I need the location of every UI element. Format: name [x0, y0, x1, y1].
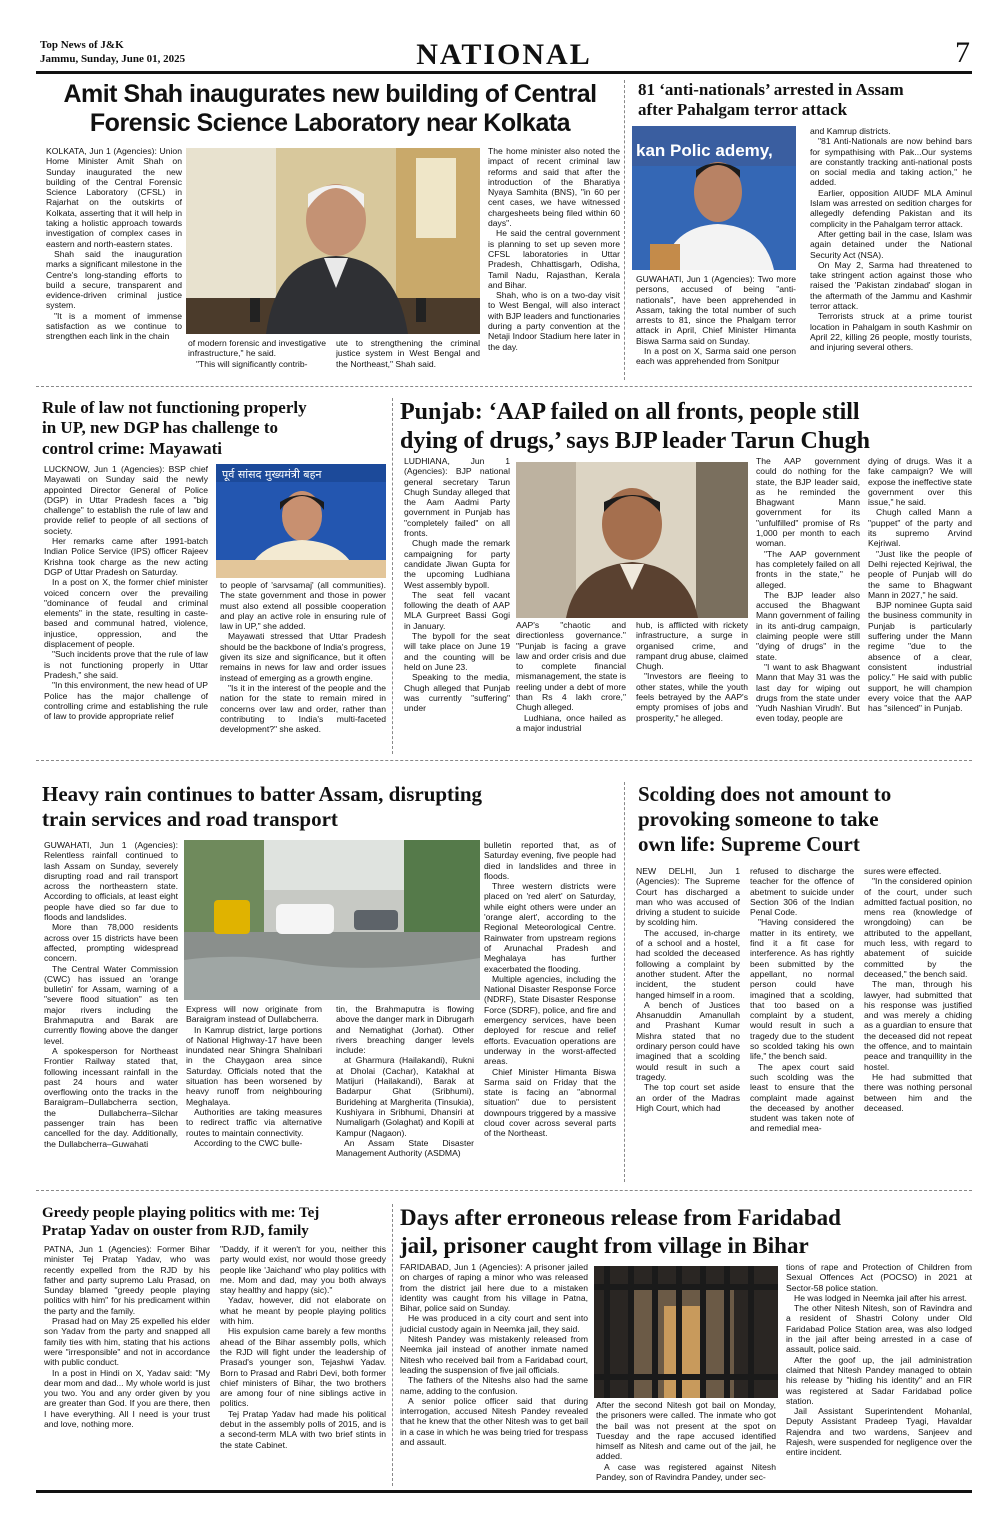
column-divider: [392, 398, 393, 754]
paragraph: "Such incidents prove that the rule of law is not functioning properly in Uttar Pradesh," she said.: [44, 649, 208, 680]
article-assam-arrests: [632, 80, 972, 380]
paragraph: dying of drugs. Was it a fake campaign? We will expose the ineffective state government over this issue," he said.: [868, 456, 972, 508]
body-col-2: [188, 338, 326, 374]
paragraph: The apex court said such scolding was the least to ensure that the complaint made against the deceased by another student was taken note of and remedial mea-: [750, 1061, 854, 1134]
paragraph: According to the CWC bulle-: [194, 1137, 303, 1148]
paragraph: GUWAHATI, Jun 1 (Agencies): Two more persons, accused of being "anti-nationals", have been apprehended in Assam, taking the total number of such arrests to 81, since the Phalgam terror attack in April, Chief Minister Himanta Biswa Sarma said on Sunday.: [636, 274, 796, 346]
paragraph: The BJP leader also accused the Bhagwant Mann government of failing in its anti-drug campaign, claiming people were still "dying of drugs" in the state.: [756, 589, 860, 662]
paragraph: tin, the Brahmaputra is flowing above the danger mark in Dibrugarh and Nematighat (Jorhat). Other rivers breaching danger levels include:: [336, 1004, 474, 1056]
body-col-1: [400, 1262, 588, 1486]
paragraph: An Assam State Disaster Management Authority (ASDMA): [336, 1137, 474, 1159]
headline[interactable]: [40, 80, 620, 139]
article-assam-rain: [40, 782, 616, 1184]
body-col-1: [44, 464, 208, 754]
banner-text: kan Polic ademy,: [636, 141, 773, 160]
headline-line-1: Greedy people playing politics with me: Tej: [42, 1205, 320, 1221]
paragraph: "I want to ask Bhagwant Mann that May 31 was the last day for wiping out drugs from the state under 'Yudh Nashian Virudh'. But even today, people are: [756, 661, 860, 724]
body-col-3: [864, 866, 972, 1184]
paragraph: "Investors are fleeing to other states, while the youth feels betrayed by the AAP's empty promises of jobs and prosperity," he alleged.: [636, 671, 748, 723]
paragraph: Shah said the inauguration marks a significant milestone in the Centre's long-standing efforts to build a secure, transparent and evidence-driven criminal justice system.: [46, 248, 182, 311]
body-col-2: [186, 1004, 322, 1184]
paragraph: The fathers of the Niteshs also had the same name, adding to the confusion.: [400, 1375, 588, 1396]
paragraph: Earlier, opposition AIUDF MLA Aminul Islam was arrested on sedition charges for allegedly defending Pakistan and its complicity in the Pahalgam terror attack.: [810, 187, 972, 229]
paragraph: Chief Minister Himanta Biswa Sarma said on Friday that the state is facing an "abnormal situation" due to persistent downpours triggered by a massive cloud cover across several parts of the Northeast.: [484, 1066, 616, 1139]
article-amit-shah: [40, 80, 620, 380]
photo-himanta-sarma: [632, 126, 796, 270]
paragraph: In a post in Hindi on X, Yadav said: "My dear mom and dad... My whole world is just you two. You and any order given by you are greater than God. If you are there, then I have everything. All I need is your trust and love, nothing more.: [44, 1367, 210, 1430]
paragraph: Chugh made the remark campaigning for party candidate Jiwan Gupta for the upcoming Ludhiana West assembly bypoll.: [404, 538, 510, 590]
headline-line-3: own life: Supreme Court: [638, 832, 860, 857]
paragraph: In a post on X, the former chief minister voiced concern over the prevailing "dominance of feudal and criminal elements" in the state, resulting in caste-based and communal hatred, violence, injustice, oppression, and the displacement of people.: [44, 577, 208, 650]
paragraph: Tej Pratap Yadav had made his political debut in the assembly polls of 2015, and is a second-term MLA with two brief stints in the state Cabinet.: [220, 1408, 386, 1450]
paragraph: sures were effected.: [864, 866, 942, 876]
body-col-1: [46, 146, 182, 372]
headline[interactable]: [638, 782, 972, 858]
banner-text: पूर्व सांसद मुख्यमंत्री बहन: [222, 468, 322, 481]
paragraph: After the goof up, the jail administration claimed that Nitesh Pandey managed to obtain his release by "hiding his identity" and an FIR was registered at Sadar Faridabad police station.: [786, 1354, 972, 1406]
body-col-2: [220, 580, 386, 754]
paragraph: "Having considered the matter in its entirety, we find it a fit case for interference. As has rightly been submitted by the appellant, no normal person could have imagined that a scolding, that too based on a complaint by a student, would result in such a tragedy due to the student so scolded taking his own life," the bench said.: [750, 917, 854, 1062]
paragraph: "Just like the people of Delhi rejected Kejriwal, the people of Punjab will do the same to Bhagwant Mann in 2027," he said.: [868, 548, 972, 600]
date-line: Jammu, Sunday, June 01, 2025: [40, 53, 186, 65]
headline-line-2: dying of drugs,’ says BJP leader Tarun Chugh: [400, 427, 870, 454]
body-col-3: [786, 1262, 972, 1486]
paragraph: "In the considered opinion of the court, under such admitted factual position, no mens rea (knowledge of wrongdoing) can be attributed to the appellant, much less, with regard to abatement of suicide committed by the deceased," the bench said.: [864, 876, 972, 979]
photo-mayawati-image: [216, 464, 386, 578]
paragraph: After the second Nitesh got bail on Monday, the prisoners were called. The inmate who got the bail was not present at the spot on Tuesday and the rape accused identified himself as Nitesh and came out of the jail, he added.: [596, 1400, 776, 1462]
paragraph: The AAP government could do nothing for the state, the BJP leader said, as he reminded the Bhagwant Mann government for its "unfulfilled" promise of Rs 1,000 per month to each woman.: [756, 456, 860, 549]
headline-line-2: Pratap Yadav on ouster from RJD, family: [42, 1223, 309, 1239]
headline-line-2: jail, prisoner caught from village in Bihar: [400, 1232, 809, 1258]
body-col-5: [868, 456, 972, 754]
headline[interactable]: [400, 398, 972, 456]
paragraph: Authorities are taking measures to redirect traffic via alternative routes to maintain connectivity.: [186, 1106, 322, 1138]
column-divider: [624, 782, 625, 1182]
body-col-2: [596, 1400, 776, 1486]
paragraph: FARIDABAD, Jun 1 (Agencies): A prisoner jailed on charges of raping a minor who was released from the district jail here due to a mistaken identity was caught from his village in Patna, Bihar, police said on Sunday.: [400, 1262, 588, 1314]
paragraph: "Is it in the interest of the people and the nation for the state to remain mired in concerns over law and order, rather than contributing to India's multi-faceted development?" she asked.: [220, 682, 386, 735]
photo-himanta-sarma-image: [632, 126, 796, 270]
paragraph: More than 78,000 residents across over 15 districts have been affected, prompting widespread concern.: [44, 922, 178, 964]
headline-line-2: provoking someone to take: [638, 807, 879, 832]
paragraph: at Gharmura (Hailakandi), Rukni at Dholai (Cachar), Katakhal at Matijuri (Hailakandi), Barak at Badarpur Ghat (Sribhumi), Buridehing at Margherita (Tinsukia), Kushiyara in Sribhumi, Dhansiri at Numaligarh (Golaghat) and Kopili at Kampur (Nagaon).: [336, 1055, 474, 1138]
body-col-1: [44, 840, 178, 1184]
photo-flooded-road: [184, 840, 480, 1000]
body-col-1: [404, 456, 510, 754]
photo-jail-bars: [594, 1266, 778, 1398]
body-col-4: [484, 840, 616, 1184]
paragraph: A bench of Justices Ahsanuddin Amanullah and Prashant Kumar Mishra stated that no ordinary person could have imagined that a scolding would result in such a tragedy.: [636, 999, 740, 1082]
body-col-2: [810, 126, 972, 374]
section-divider: [36, 386, 972, 387]
paragraph: AAP's "chaotic and directionless governance." "Punjab is facing a grave law and order crisis and due to complete financial mismanagement, the state is reeling under a debt of more than Rs 4 lakh crore," Chugh alleged.: [516, 620, 626, 713]
paragraph: Her remarks came after 1991-batch Indian Police Service (IPS) officer Rajeev Krishna took charge as the new acting DGP of Uttar Pradesh on Saturday.: [44, 536, 208, 577]
footer-rule: [36, 1490, 972, 1493]
paragraph: PATNA, Jun 1 (Agencies): Former Bihar minister Tej Pratap Yadav, who was recently expelled from the RJD by his father and party supremo Lalu Prasad, on Sunday blamed "greedy people playing politics with him" for his predicament within the party and the family.: [44, 1244, 210, 1316]
section-title: NATIONAL: [416, 38, 592, 71]
body-col-2: [750, 866, 854, 1184]
paragraph: GUWAHATI, Jun 1 (Agencies): Relentless rainfall continued to lash Assam on Sunday, severely disrupting road and rail transport across the northeastern state. According to officials, at least eight people have died so far due to floods and landslides.: [44, 840, 178, 923]
paragraph: He was lodged in Neemka jail after his arrest.: [794, 1292, 967, 1303]
paragraph: After getting bail in the case, Islam was again detained under the National Security Act (NSA).: [810, 228, 972, 260]
headline-line-1: Amit Shah inaugurates new building of Central: [63, 80, 597, 108]
photo-tarun-chugh-image: [516, 462, 748, 618]
paragraph: "Daddy, if it weren't for you, neither this party would exist, nor would those greedy people like 'Jaichand' who play politics with me. Mom and dad, may you both always stay healthy and happy (sic).": [220, 1244, 386, 1296]
paragraph: A spokesperson for Northeast Frontier Railway stated that, following incessant rainfall in the past 24 hours and water overflowing onto the tracks in the Baraigram–Dullabcherra section, the Dullabcherra–Silchar passenger train has been cancelled for the day. Additionally, the Dullabcherra–Guwahati: [44, 1045, 178, 1149]
paragraph: NEW DELHI, Jun 1 (Agencies): The Supreme Court has discharged a man who was accused of driving a student to suicide by scolding him.: [636, 866, 740, 928]
paragraph: Shah, who is on a two-day visit to West Bengal, will also interact with BJP leaders and functionaries during a party convention at the Netaji Indoor Stadium here later in the day.: [488, 290, 620, 352]
headline-line-1: Punjab: ‘AAP failed on all fronts, people still: [400, 399, 860, 425]
paragraph: Prasad had on May 25 expelled his elder son Yadav from the party and snapped all family ties with him, stating that his actions were "irresponsible" and not in accordance with public conduct.: [44, 1316, 210, 1368]
paragraph: The Central Water Commission (CWC) has issued an 'orange bulletin' for Assam, warning of a "severe flood situation" as ten major rivers including the Brahmaputra and Barak are currently flowing above the danger level.: [44, 963, 178, 1046]
body-col-2: [516, 620, 626, 754]
paragraph: "In this environment, the new head of UP Police has the major challenge of controlling crime and establishing the rule of law to provide appropriate relief: [44, 680, 208, 722]
article-tej-pratap: [40, 1204, 386, 1486]
paragraph: His expulsion came barely a few months ahead of the Bihar assembly polls, which the RJD will fight under the leadership of Prasad's younger son, Tejashwi Yadav. Born to Prasad and Rabri Devi, both former chief ministers of Bihar, the two brothers are among four of nine siblings active in politics.: [220, 1326, 386, 1409]
section-divider: [36, 760, 972, 761]
headline-line-1: Heavy rain continues to batter Assam, disrupting: [42, 782, 483, 806]
paragraph: On May 2, Sarma had threatened to take stringent action against those who raised the 'Pakistan zindabad' slogan in the aftermath of the Jammu and Kashmir terror attack.: [810, 259, 972, 312]
headline-line-2: after Pahalgam terror attack: [638, 100, 848, 120]
paragraph: ute to strengthening the criminal justice system in West Bengal and the Northeast," Shah said.: [336, 338, 480, 369]
paragraph: "The AAP government has completely failed on all fronts in the state," he alleged.: [756, 548, 860, 590]
paragraph: Nitesh Pandey was mistakenly released from Neemka jail instead of another inmate named Nitesh who received bail from a Faridabad court, leading the suspension of five jail officials.: [400, 1334, 588, 1375]
photo-mayawati: [216, 464, 386, 578]
photo-jail-bars-image: [594, 1266, 778, 1398]
column-divider: [624, 80, 625, 380]
article-faridabad-jail: [400, 1204, 972, 1486]
body-col-2: [220, 1244, 386, 1486]
headline-line-1: 81 ‘anti-nationals’ arrested in Assam: [638, 80, 904, 99]
paragraph: "81 Anti-Nationals are now behind bars for sympathising with Pak...Our systems are constantly tracking anti-national posts on social media and taking action," he added.: [810, 136, 972, 188]
paragraph: Ludhiana, once hailed as a major industrial: [516, 712, 626, 733]
body-col-4: [488, 146, 620, 372]
article-supreme-court: [632, 782, 972, 1184]
paragraph: He was produced in a city court and sent into judicial custody again in Neemka jail, they said.: [400, 1313, 588, 1334]
page-number: 7: [955, 36, 970, 69]
paragraph: BJP nominee Gupta said the business community in Punjab is particularly suffering under the Mann regime "due to the absence of a clear, consistent industrial policy." He said with public support, he will champion every voice that the AAP has "silenced" in Punjab.: [868, 600, 972, 714]
headline[interactable]: [42, 1204, 386, 1240]
photo-flooded-road-image: [184, 840, 480, 1000]
body-col-3: [336, 1004, 474, 1184]
body-col-1: [636, 274, 796, 374]
headline[interactable]: [42, 782, 616, 832]
headline-line-2: in UP, new DGP has challenge to: [42, 418, 278, 438]
headline[interactable]: [638, 80, 972, 121]
body-col-1: [44, 1244, 210, 1486]
paragraph: and Kamrup districts.: [810, 126, 891, 136]
body-col-1: [636, 866, 740, 1184]
headline[interactable]: [42, 398, 386, 459]
paragraph: In Kamrup district, large portions of National Highway-17 have been inundated near Shingra Shalnibari in the Chaygaon area since Saturday. Officials noted that the situation has been worsened by heavy runoff from neighbouring Meghalaya.: [186, 1024, 322, 1107]
headline-line-1: Days after erroneous release from Faridabad: [400, 1205, 841, 1230]
paragraph: Chugh called Mann a "puppet" of the party and its supremo Arvind Kejriwal.: [868, 507, 972, 549]
article-mayawati: [40, 398, 386, 754]
paragraph: LUDHIANA, Jun 1 (Agencies): BJP national general secretary Tarun Chugh Sunday alleged that the Aam Aadmi Party government in Punjab has "completely failed" on all fronts.: [404, 456, 510, 539]
paper-name: Top News of J&K: [40, 39, 124, 51]
paragraph: He had submitted that there was nothing personal between him and the deceased.: [864, 1071, 972, 1113]
paragraph: "This will significantly contrib-: [196, 358, 308, 369]
paragraph: He said the central government is planning to set up seven more CFSL laboratories in Uttar Pradesh, Chhattisgarh, Odisha, Tamil Nadu, Rajasthan, Kerala and Bihar.: [488, 228, 620, 290]
paragraph: refused to discharge the teacher for the offence of abetment to suicide under Section 306 of the Indian Penal Code.: [750, 866, 854, 918]
paragraph: KOLKATA, Jun 1 (Agencies): Union Home Minister Amit Shah on Sunday inaugurated the new building of the Central Forensic Science Laboratory (CFSL) in Rajarhat on the outskirts of Kolkata, asserting that it will help in taking a holistic approach towards investigation of complex cases in eastern and north-eastern states.: [46, 146, 182, 249]
paragraph: The other Nitesh Nitesh, son of Ravindra and a resident of Shastri Colony under Old Faridabad Police Station area, was also lodged in the jail after being arrested in a case of assault, police said.: [786, 1303, 972, 1355]
headline-line-1: Scolding does not amount to: [638, 782, 892, 806]
paragraph: The seat fell vacant following the death of AAP MLA Gurpreet Bassi Gogi in January.: [404, 589, 510, 631]
paragraph: The top court set aside an order of the Madras High Court, which had: [636, 1082, 740, 1113]
photo-amit-shah-image: [186, 148, 480, 334]
article-punjab-chugh: [400, 398, 972, 754]
column-divider: [392, 1204, 393, 1486]
paragraph: Jail Assistant Superintendent Mohanlal, Deputy Assistant Pradeep Tyagi, Havaldar Rajendra and two wardens, Sanjeev and Rajesh, were suspended for negligence over the entire incident.: [786, 1406, 972, 1458]
paragraph: Mayawati stressed that Uttar Pradesh should be the backbone of India's progress, given its size and significance, but it often remains in news for law and order issues instead of emerging as a growth engine.: [220, 631, 386, 683]
paragraph: Multiple agencies, including the National Disaster Response Force (NDRF), State Disaster Response Force (SDRF), police, and fire and emergency services, have been deployed for rescue and relief efforts. Evacuation operations are underway in the worst-affected areas.: [484, 973, 616, 1067]
paragraph: tions of rape and Protection of Children from Sexual Offences Act (POCSO) in 2021 at Sector-58 police station.: [786, 1262, 972, 1293]
body-col-3: [636, 620, 748, 754]
paragraph: Terrorists struck at a prime tourist location in Pahalgam in south Kashmir on April 22, killing 26 people, mostly tourists, and injuring several others.: [810, 311, 972, 353]
paragraph: bulletin reported that, as of Saturday evening, five people had died in landslides and three in floods.: [484, 840, 616, 881]
body-col-4: [756, 456, 860, 754]
headline-line-2: Forensic Science Laboratory near Kolkata: [89, 109, 571, 138]
headline-line-3: control crime: Mayawati: [42, 438, 223, 458]
body-col-3: [336, 338, 480, 374]
paragraph: Speaking to the media, Chugh alleged that Punjab was currently "suffering" under: [404, 672, 510, 714]
paragraph: LUCKNOW, Jun 1 (Agencies): BSP chief Mayawati on Sunday said the newly appointed Director General of Police (DGP) in Uttar Pradesh faces a "big challenge" to establish the rule of law and provide relief to people of all sections of society.: [44, 464, 208, 536]
paragraph: of modern forensic and investigative infrastructure," he said.: [188, 338, 326, 359]
paragraph: to people of 'sarvsamaj' (all communities). The state government and those in power must also extend all possible cooperation and play an active role in ensuring rule of law in UP," she added.: [220, 580, 386, 632]
headline-line-2: train services and road transport: [42, 807, 338, 832]
paragraph: The home minister also noted the impact of recent criminal law reforms and said that after the introduction of the Bharatiya Nyaya Samhita (BNS), "in 60 per cent cases, we have witnessed chargesheets being filed within 60 days".: [488, 146, 620, 229]
paragraph: The accused, in-charge of a school and a hostel, had scolded the deceased following a complaint by another student. After the incident, the student hanged himself in a room.: [636, 927, 740, 1000]
paragraph: Express will now originate from Baraigram instead of Dullabcherra.: [186, 1004, 322, 1025]
photo-tarun-chugh: [516, 462, 748, 618]
masthead-rule: [36, 71, 972, 74]
paragraph: The bypoll for the seat will take place on June 19 and the counting will be held on June 23.: [404, 631, 510, 672]
paragraph: Three western districts were placed on 'red alert' on Saturday, while eight others were under an 'orange alert', according to the Regional Meteorological Centre. Rainwater from upstream regions of Arunachal Pradesh and Meghalaya has further exacerbated the flooding.: [484, 881, 616, 974]
paragraph: Yadav, however, did not elaborate on what he meant by people playing politics with him.: [220, 1295, 386, 1327]
section-divider: [36, 1190, 972, 1191]
paragraph: In a post on X, Sarma said one person each was apprehended from Sonitpur: [636, 346, 796, 367]
photo-amit-shah: [186, 148, 480, 334]
headline[interactable]: [400, 1204, 972, 1259]
headline-line-1: Rule of law not functioning properly: [42, 398, 307, 417]
paragraph: A case was registered against Nitesh Pandey, son of Ravindra Pandey, under sec-: [596, 1461, 776, 1483]
paragraph: The man, through his lawyer, had submitted that his response was justified and was merely a chiding as a guardian to ensure that the deceased did not repeat the offence, and to maintain peace and tranquillity in the hostel.: [864, 979, 972, 1072]
paragraph: hub, is afflicted with rickety infrastructure, a surge in organised crime, and rampant drug abuse, claimed Chugh.: [636, 620, 748, 672]
paragraph: "It is a moment of immense satisfaction as we continue to strengthen each link in the chain: [46, 310, 182, 342]
paragraph: A senior police officer said that during interrogation, accused Nitesh Pandey revealed that he knew that the other Nitesh was to get bail in a case in which he was being tried for trespass and assault.: [400, 1395, 588, 1448]
